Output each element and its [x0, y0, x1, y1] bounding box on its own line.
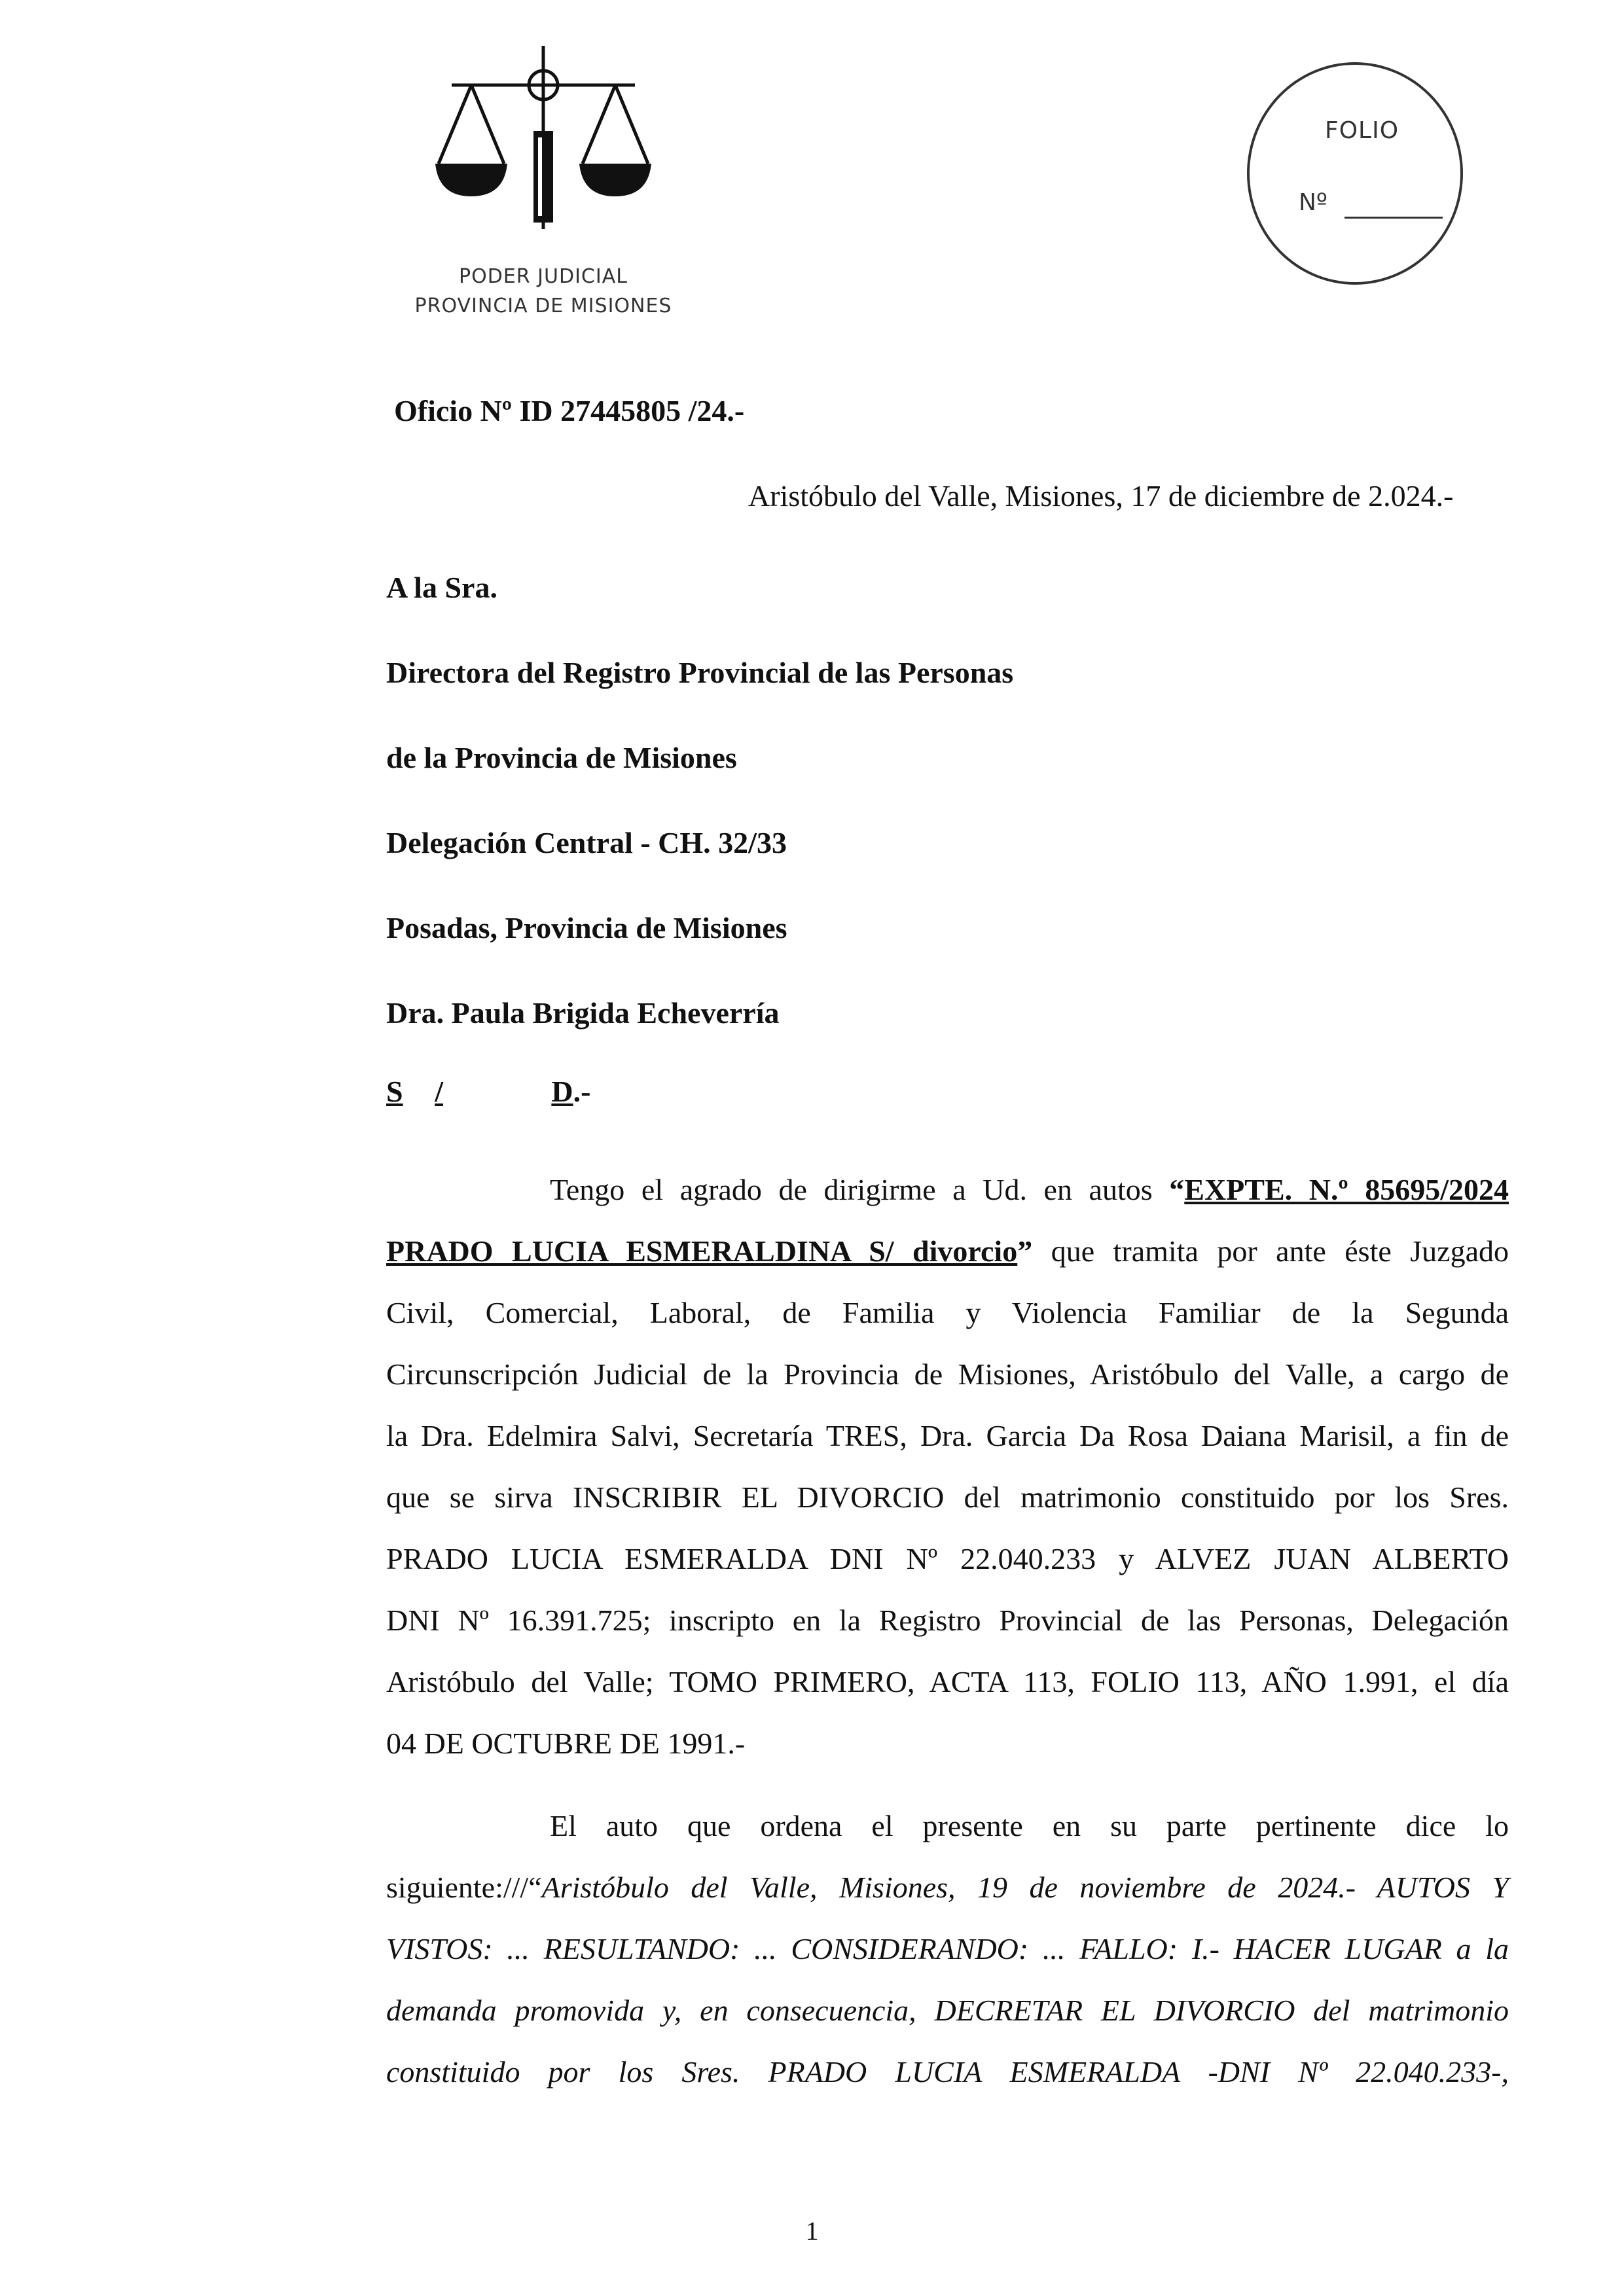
- paragraph-line: Circunscripción Judicial de la Provincia de Misiones, Aristóbulo del Valle, a cargo de: [386, 1357, 1509, 1391]
- paragraph-line: PRADO LUCIA ESMERALDA DNI Nº 22.040.233 y ALVEZ JUAN ALBERTO: [386, 1542, 1509, 1575]
- recipient-line: Posadas, Provincia de Misiones: [386, 911, 787, 944]
- paragraph-line: 04 DE OCTUBRE DE 1991.-: [386, 1727, 746, 1760]
- paragraph-line: [386, 1869, 1509, 1931]
- text-run: que tramita por ante éste Juzgado: [1032, 1234, 1509, 1268]
- body-paragraph-2: [386, 1808, 1509, 2115]
- paragraph-line: Civil, Comercial, Laboral, de Familia y Violencia Familiar de la Segunda: [386, 1296, 1509, 1329]
- recipient-line: de la Provincia de Misiones: [386, 741, 737, 774]
- paragraph-line: Aristóbulo del Valle; TOMO PRIMERO, ACTA 113, FOLIO 113, AÑO 1.991, el día: [386, 1665, 1509, 1698]
- text-run: Tengo el agrado de dirigirme a Ud. en autos: [550, 1173, 1170, 1206]
- poder-judicial-logo: [406, 39, 681, 317]
- paragraph-line: que se sirva INSCRIBIR EL DIVORCIO del matrimonio constituido por los Sres.: [386, 1480, 1509, 1514]
- paragraph-line: VISTOS: ... RESULTANDO: ... CONSIDERANDO: ... FALLO: I.- HACER LUGAR a la: [386, 1932, 1509, 1965]
- page-number: 1: [805, 2216, 819, 2246]
- place-date: Aristóbulo del Valle, Misiones, 17 de diciembre de 2.024.-: [748, 479, 1454, 512]
- logo-subtitle: PROVINCIA DE MISIONES: [414, 295, 672, 317]
- folio-number-blank: [1344, 217, 1443, 219]
- paragraph-line: [386, 1172, 1509, 1233]
- sd-end: .-: [573, 1075, 591, 1108]
- paragraph-line: constituido por los Sres. PRADO LUCIA ESMERALDA -DNI Nº 22.040.233-,: [386, 2055, 1509, 2089]
- quoted-ruling: Aristóbulo del Valle, Misiones, 19 de noviembre de 2024.- AUTOS Y: [541, 1871, 1509, 1904]
- paragraph-line: [386, 1233, 1509, 1295]
- paragraph-line: El auto que ordena el presente en su parte pertinente dice lo: [550, 1809, 1509, 1842]
- recipient-line: A la Sra.: [386, 571, 497, 604]
- scales-of-justice-icon: [432, 39, 655, 236]
- case-number: EXPTE. N.º 85695/2024: [1184, 1173, 1509, 1206]
- case-title: PRADO LUCIA ESMERALDINA S/ divorcio: [386, 1234, 1018, 1268]
- recipient-line: Directora del Registro Provincial de las Personas: [386, 656, 1014, 689]
- oficio-reference: Oficio Nº ID 27445805 /24.-: [394, 394, 745, 427]
- body-paragraph-1: [386, 1172, 1509, 1787]
- sd-d: D: [551, 1075, 573, 1108]
- folio-number-label: Nº: [1299, 189, 1327, 216]
- paragraph-line: DNI Nº 16.391.725; inscripto en la Registro Provincial de las Personas, Delegación: [386, 1604, 1509, 1637]
- paragraph-line: la Dra. Edelmira Salvi, Secretaría TRES, Dra. Garcia Da Rosa Daiana Marisil, a fin de: [386, 1419, 1509, 1452]
- recipient-line: Dra. Paula Brigida Echeverría: [386, 996, 780, 1030]
- folio-stamp: [1247, 62, 1463, 285]
- sd-slash: /: [435, 1075, 443, 1108]
- text-run: siguiente:///“: [386, 1871, 542, 1904]
- logo-title: PODER JUDICIAL: [459, 265, 628, 288]
- sd-s: S: [386, 1075, 403, 1108]
- paragraph-line: demanda promovida y, en consecuencia, DECRETAR EL DIVORCIO del matrimonio: [386, 1994, 1509, 2027]
- open-quote: “: [1169, 1173, 1185, 1206]
- salutation-sd: [386, 1073, 590, 1110]
- recipient-line: Delegación Central - CH. 32/33: [386, 826, 787, 859]
- close-quote: ”: [1017, 1234, 1033, 1268]
- folio-label: FOLIO: [1325, 117, 1399, 144]
